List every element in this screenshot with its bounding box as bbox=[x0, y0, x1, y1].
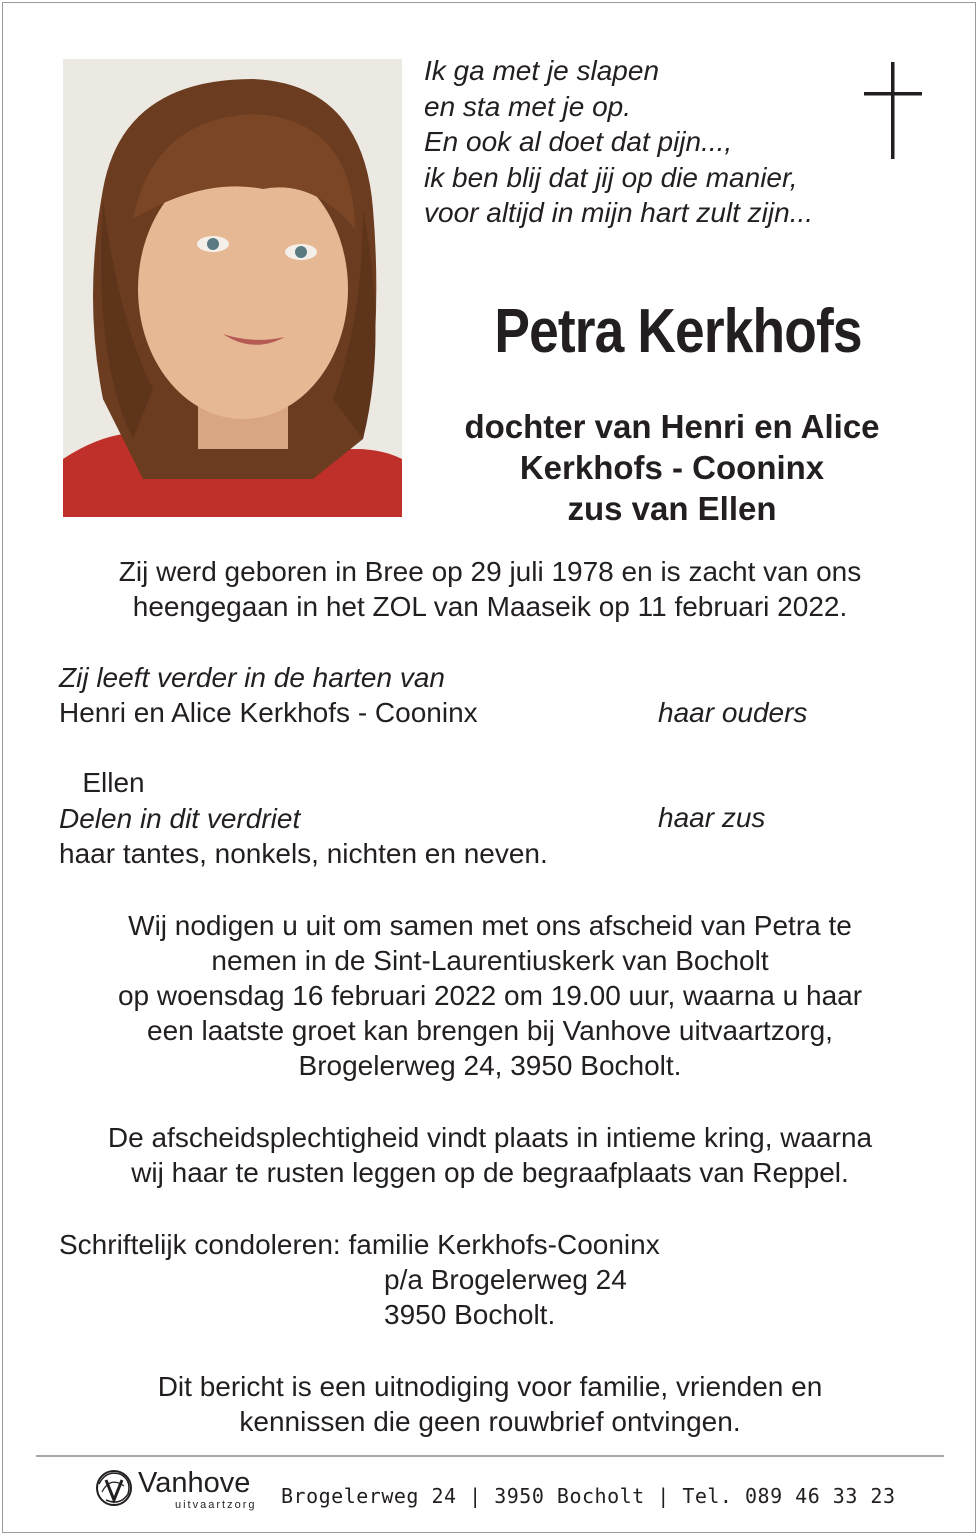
text-line: Dit bericht is een uitnodiging voor familie, vrienden en bbox=[157, 1371, 823, 1402]
poem-line: en sta met je op. bbox=[424, 90, 632, 122]
survivor-role: haar ouders bbox=[658, 697, 808, 728]
deceased-name: Petra Kerkhofs bbox=[494, 297, 862, 366]
text-line: Wij nodigen u uit om samen met ons afscheid van Petra te bbox=[128, 910, 852, 941]
footer-address: Brogelerweg 24 | 3950 Bocholt | Tel. 089 46 33 23 bbox=[281, 1484, 896, 1508]
relation-line: dochter van Henri en Alice bbox=[464, 408, 880, 445]
cross-icon bbox=[864, 62, 922, 159]
relation-line: zus van Ellen bbox=[567, 490, 777, 527]
condolence-address: p/a Brogelerweg 24 bbox=[384, 1264, 627, 1295]
condolence-label: Schriftelijk condoleren: familie Kerkhofs-Cooninx bbox=[59, 1229, 660, 1260]
logo-name: Vanhove bbox=[138, 1467, 251, 1499]
ceremony-text bbox=[40, 1120, 940, 1190]
poem-line: voor altijd in mijn hart zult zijn... bbox=[424, 197, 814, 228]
text-line: een laatste groet kan brengen bij Vanhove uitvaartzorg, bbox=[147, 1015, 833, 1046]
poem-line: En ook al doet dat pijn..., bbox=[424, 126, 733, 157]
birth-death-text bbox=[40, 554, 940, 624]
notice-text bbox=[40, 1369, 940, 1439]
text-line: kennissen die geen rouwbrief ontvingen. bbox=[239, 1406, 741, 1437]
text-line: nemen in de Sint-Laurentiuskerk van Bocholt bbox=[211, 945, 769, 976]
text-line: heengegaan in het ZOL van Maaseik op 11 februari 2022. bbox=[132, 591, 848, 622]
portrait-photo bbox=[63, 59, 402, 517]
text-line: Zij werd geboren in Bree op 29 juli 1978 en is zacht van ons bbox=[118, 556, 862, 587]
text-line: De afscheidsplechtigheid vindt plaats in intieme kring, waarna bbox=[107, 1122, 873, 1153]
grief-text: haar tantes, nonkels, nichten en neven. bbox=[59, 838, 548, 869]
relation-line: Kerkhofs - Cooninx bbox=[519, 449, 825, 486]
survivor-row bbox=[59, 695, 919, 730]
poem bbox=[424, 53, 864, 231]
invitation-text bbox=[40, 908, 940, 1083]
poem-line: Ik ga met je slapen bbox=[424, 55, 660, 86]
survivors-intro: Zij leeft verder in de harten van bbox=[59, 662, 445, 693]
text-line: wij haar te rusten leggen op de begraafplaats van Reppel. bbox=[131, 1157, 849, 1188]
survivor-name: Ellen bbox=[74, 767, 145, 798]
poem-line: ik ben blij dat jij op die manier, bbox=[424, 161, 798, 193]
family-relations bbox=[420, 406, 924, 529]
text-line: Brogelerweg 24, 3950 Bocholt. bbox=[298, 1050, 682, 1081]
logo-subtitle: uitvaartzorg bbox=[175, 1499, 257, 1511]
footer-divider bbox=[36, 1455, 944, 1457]
grief-intro: Delen in dit verdriet bbox=[59, 803, 301, 834]
condolence-city: 3950 Bocholt. bbox=[384, 1299, 556, 1330]
survivor-name: Henri en Alice Kerkhofs - Cooninx bbox=[59, 697, 478, 728]
text-line: op woensdag 16 februari 2022 om 19.00 uur, waarna u haar bbox=[117, 980, 863, 1011]
survivor-role: haar zus bbox=[658, 802, 766, 833]
